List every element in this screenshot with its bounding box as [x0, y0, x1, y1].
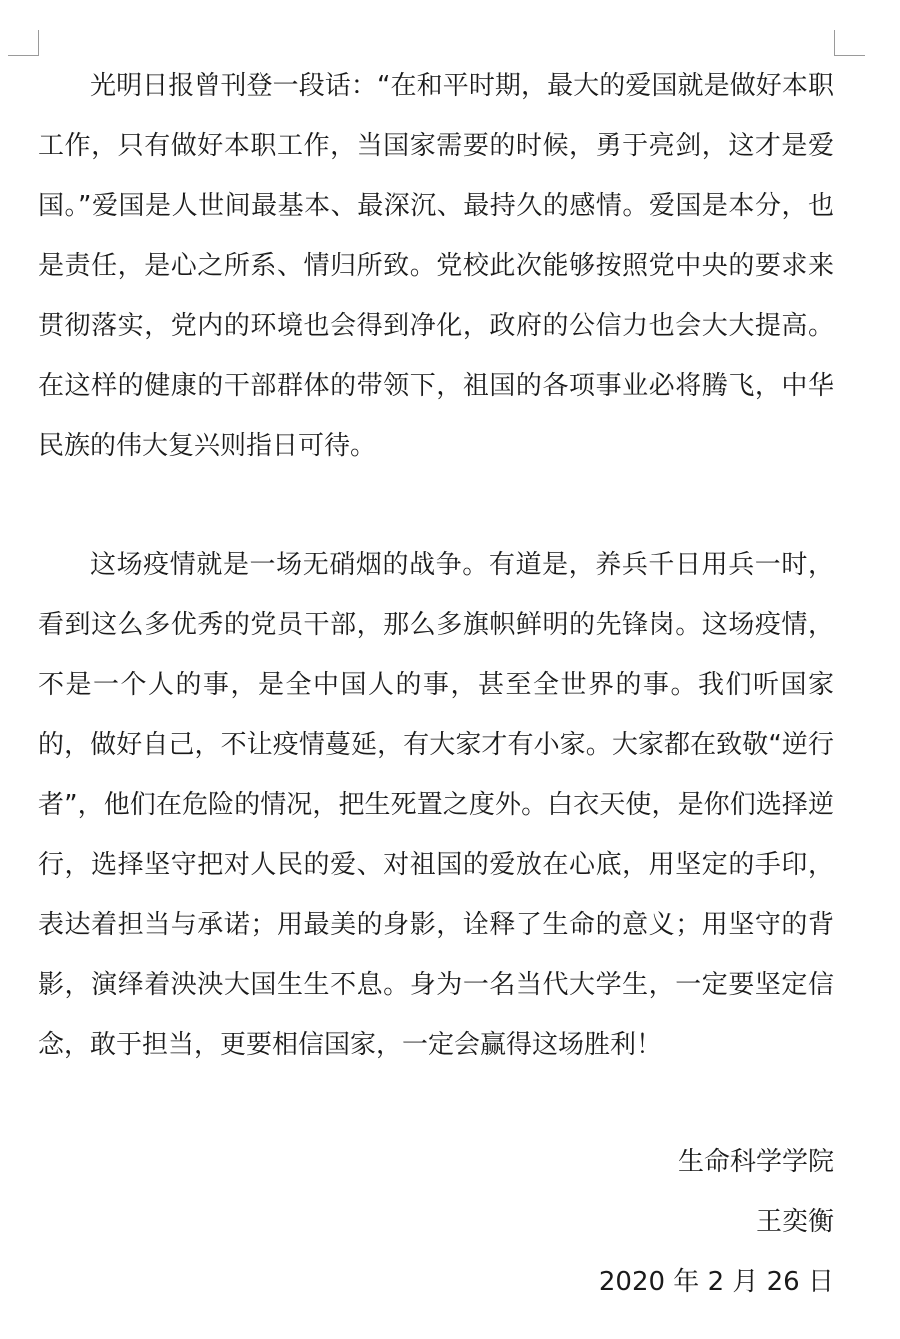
signature-name: 王奕衡 — [755, 1207, 834, 1237]
signature-date: 2020 年 2 月 26 日 — [598, 1267, 834, 1297]
crop-mark-top-left — [8, 30, 39, 56]
paragraph-patriotism: 光明日报曾刊登一段话：“在和平时期，最大的爱国就是做好本职工作，只有做好本职工作，当国家需要的时候，勇于亮剑，这才是爱国。”爱国是人世间最基本、最深沉、最持久的感情。爱国是本分，也是责任，是心之所系、情归所致。党校此次能够按照党中央的要求来贯彻落实，党内的环境也会得到净化，政府的公信力也会大大提高。在这样的健康的干部群体的带领下，祖国的各项事业必将腾飞，中华民族的伟大复兴则指日可待。 — [38, 71, 834, 461]
crop-mark-top-right — [834, 30, 865, 56]
paragraph-epidemic: 这场疫情就是一场无硝烟的战争。有道是，养兵千日用兵一时，看到这么多优秀的党员干部，那么多旗帜鲜明的先锋岗。这场疫情，不是一个人的事，是全中国人的事，甚至全世界的事。我们听国家的，做好自己，不让疫情蔓延，有大家才有小家。大家都在致敬“逆行者”，他们在危险的情况，把生死置之度外。白衣天使，是你们选择逆行，选择坚守把对人民的爱、对祖国的爱放在心底，用坚定的手印，表达着担当与承诺；用最美的身影，诠释了生命的意义；用坚守的背影，演绎着泱泱大国生生不息。身为一名当代大学生，一定要坚定信念，敢于担当，更要相信国家，一定会赢得这场胜利！ — [38, 550, 834, 1060]
signature-school: 生命科学学院 — [677, 1147, 834, 1177]
